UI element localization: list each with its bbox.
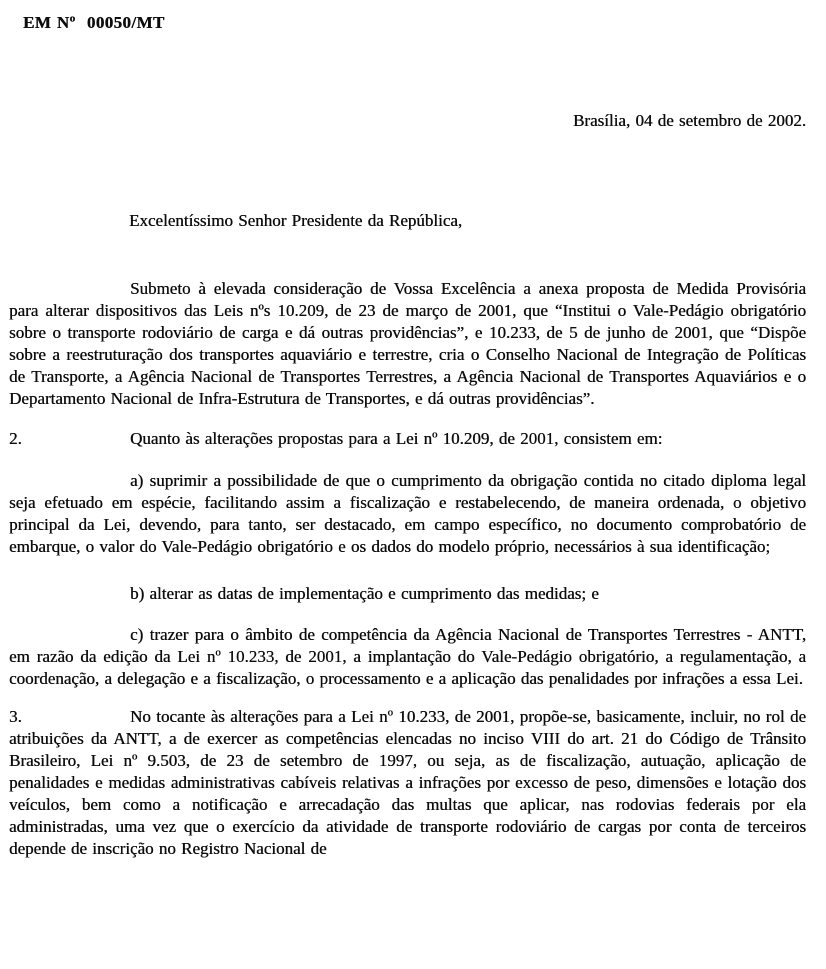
paragraph-item-b — [9, 583, 806, 605]
paragraph-number: 3. — [9, 707, 22, 726]
paragraph-text: c) trazer para o âmbito de competência da Agência Nacional de Transportes Terrestres - ANTT, em razão da edição da Lei nº 10.233, de 2001, a implantação do Vale-Pedágio obrigatório, a regulamentação, a coordenação, a delegação e a fiscalização, o processamento e a aplicação das penalidades por infrações a essa Lei. — [9, 625, 806, 688]
paragraph-2 — [9, 428, 806, 450]
paragraph-text: b) alterar as datas de implementação e cumprimento das medidas; e — [130, 584, 599, 603]
salutation: Excelentíssimo Senhor Presidente da República, — [129, 211, 463, 230]
paragraph-intro — [9, 278, 806, 410]
date-line: Brasília, 04 de setembro de 2002. — [572, 111, 806, 130]
paragraph-text: Submeto à elevada consideração de Vossa Excelência a anexa proposta de Medida Provisória para alterar dispositivos das Leis nºs 10.209, de 23 de março de 2001, que “Institui o Vale-Pedágio obrigatório sobre o transporte rodoviário de carga e dá outras providências”, e 10.233, de 5 de junho de 2001, que “Dispõe sobre a reestruturação dos transportes aquaviário e terrestre, cria o Conselho Nacional de Integração de Políticas de Transporte, a Agência Nacional de Transportes Terrestres, a Agência Nacional de Transportes Aquaviários e o Departamento Nacional de Infra-Estrutura de Transportes, e dá outras providências”. — [9, 279, 806, 408]
paragraph-text: Quanto às alterações propostas para a Lei nº 10.209, de 2001, consistem em: — [130, 429, 663, 448]
paragraph-text: a) suprimir a possibilidade de que o cumprimento da obrigação contida no citado diploma legal seja efetuado em espécie, facilitando assim a fiscalização e restabelecendo, de maneira ordenada, o objetivo principal da Lei, devendo, para tanto, ser destacado, em campo específico, no documento comprobatório de embarque, o valor do Vale-Pedágio obrigatório e os dados do modelo próprio, necessários à sua identificação; — [9, 471, 806, 556]
paragraph-item-c — [9, 624, 806, 690]
paragraph-3 — [9, 706, 806, 860]
paragraph-number: 2. — [9, 429, 22, 448]
document-reference: EM Nº 00050/MT — [23, 13, 165, 32]
paragraph-item-a — [9, 470, 806, 558]
paragraph-text: No tocante às alterações para a Lei nº 10.233, de 2001, propõe-se, basicamente, incluir, no rol de atribuições da ANTT, a de exercer as competências elencadas no inciso VIII do art. 21 do Código de Trânsito Brasileiro, Lei nº 9.503, de 23 de setembro de 1997, ou seja, as de fiscalização, autuação, aplicação de penalidades e medidas administrativas cabíveis relativas a infrações por excesso de peso, dimensões e lotação dos veículos, bem como a notificação e arrecadação das multas que aplicar, nas rodovias federais por ela administradas, uma vez que o exercício da atividade de transporte rodoviário de cargas por conta de terceiros depende de inscrição no Registro Nacional de — [9, 707, 806, 858]
